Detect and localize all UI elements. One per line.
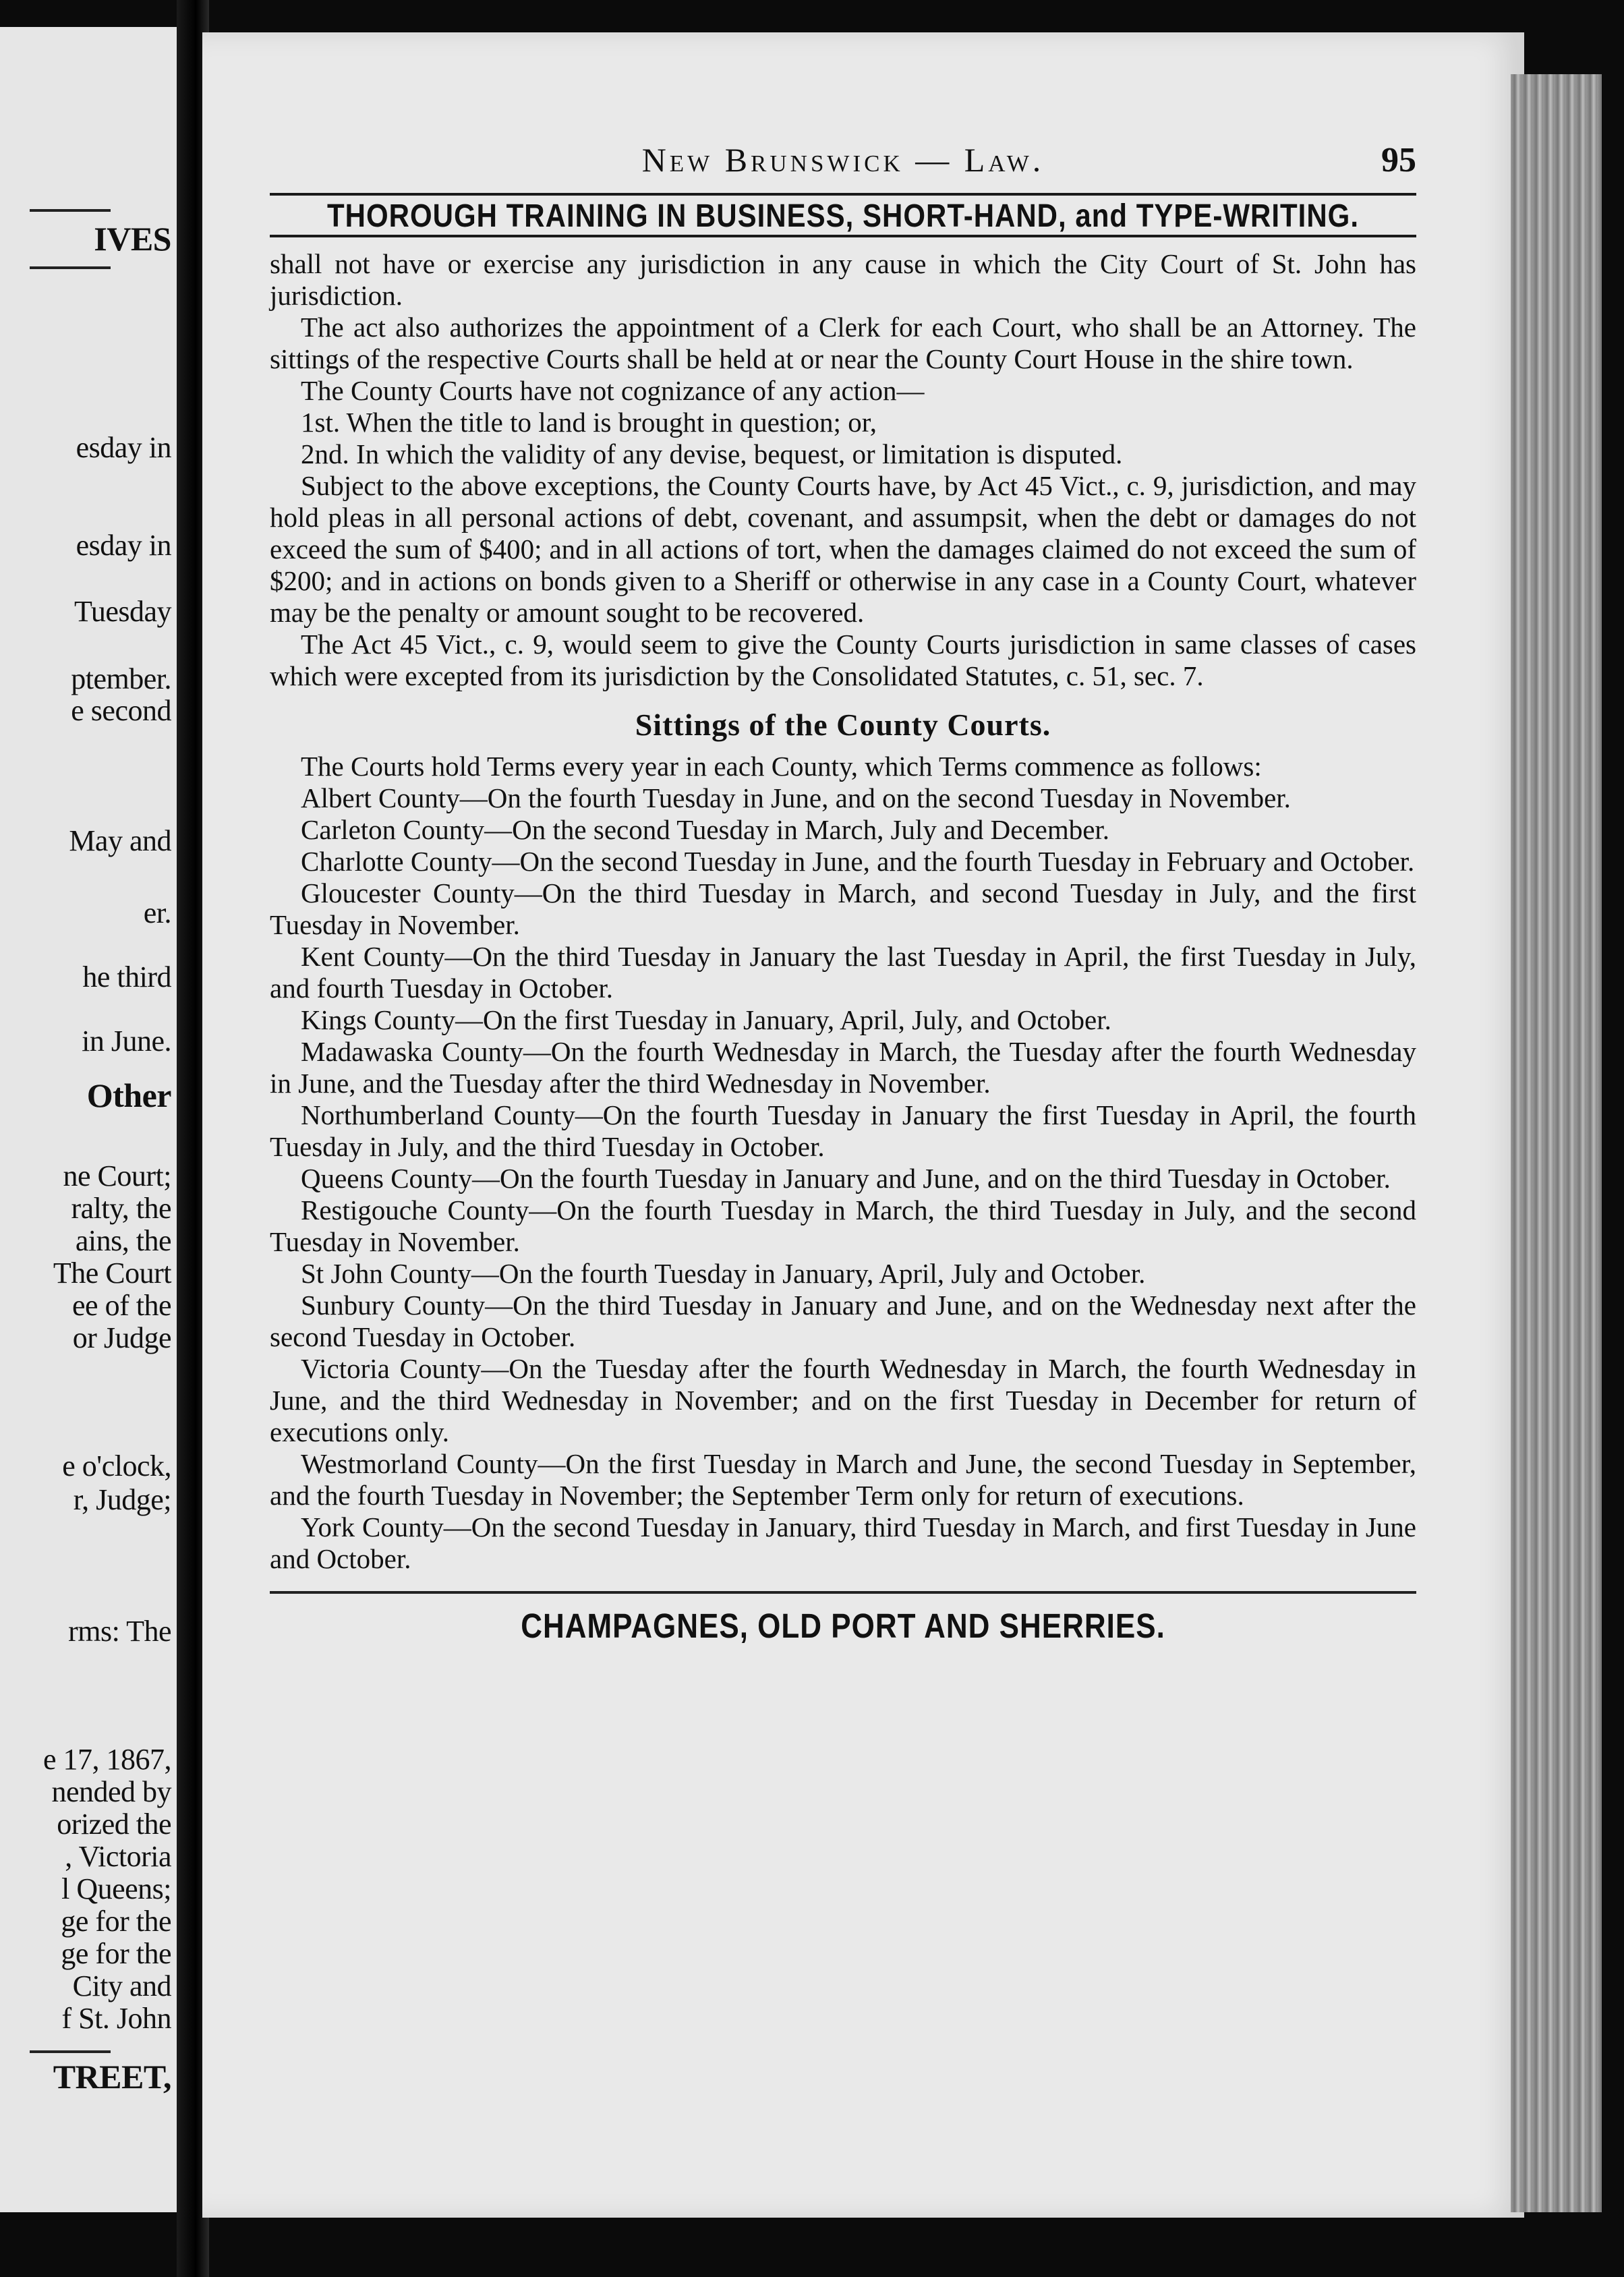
left-line: ge for the bbox=[61, 1905, 171, 1938]
left-footer-rule bbox=[30, 2050, 111, 2053]
book-page bbox=[202, 32, 1524, 2218]
left-line: City and bbox=[72, 1969, 171, 2002]
left-line: l Queens; bbox=[61, 1872, 171, 1905]
county-entry: Carleton County—On the second Tuesday in March, July and December. bbox=[301, 814, 1110, 845]
previous-page-fragment bbox=[0, 27, 177, 2212]
left-line: in June. bbox=[82, 1025, 171, 1058]
county-entry: Restigouche County—On the fourth Tuesday in March, the third Tuesday in July, and the second Tuesday in November. bbox=[270, 1194, 1416, 1257]
county-entry: Madawaska County—On the fourth Wednesday in March, the Tuesday after the fourth Wednesday in June, and the Tuesday after the third Wednesday in November. bbox=[270, 1036, 1416, 1099]
left-line: esday in bbox=[76, 529, 171, 562]
sittings-intro: The Courts hold Terms every year in each County, which Terms commence as follows: bbox=[301, 751, 1262, 782]
left-line: esday in bbox=[76, 431, 171, 464]
left-header-fragment: IVES bbox=[94, 220, 171, 258]
left-line: rms: The bbox=[68, 1615, 171, 1648]
page-number: 95 bbox=[1381, 141, 1416, 179]
left-heading-fragment: Other bbox=[86, 1076, 171, 1114]
county-entry: Sunbury County—On the third Tuesday in January and June, and on the Wednesday next after the second Tuesday in October. bbox=[270, 1290, 1416, 1352]
paragraph: The act also authorizes the appointment of a Clerk for each Court, who shall be an Attorney. The sittings of the respective Courts shall be held at or near the County Court House in the shire town. bbox=[270, 312, 1416, 374]
county-entry: Victoria County—On the Tuesday after the fourth Wednesday in March, the fourth Wednesday in June, and the third Wednesday in November; and on the first Tuesday in December for return of executions only. bbox=[270, 1353, 1416, 1447]
left-rule-bottom bbox=[30, 266, 111, 269]
county-entry: Gloucester County—On the third Tuesday in March, and second Tuesday in July, and the first Tuesday in November. bbox=[270, 877, 1416, 940]
county-entry: Kings County—On the first Tuesday in January, April, July, and October. bbox=[301, 1004, 1111, 1035]
body-text bbox=[270, 248, 1416, 1575]
running-head bbox=[270, 140, 1416, 193]
county-entry: Kent County—On the third Tuesday in January the last Tuesday in April, the first Tuesday in July, and fourth Tuesday in October. bbox=[270, 941, 1416, 1004]
left-line: orized the bbox=[57, 1808, 171, 1841]
left-line: e o'clock, bbox=[62, 1449, 171, 1482]
paragraph: The County Courts have not cognizance of any action— bbox=[301, 375, 925, 406]
left-line: May and bbox=[69, 824, 171, 857]
county-entry: Queens County—On the fourth Tuesday in January and June, and on the third Tuesday in October. bbox=[301, 1163, 1391, 1194]
list-item: 2nd. In which the validity of any devise, bequest, or limitation is disputed. bbox=[301, 438, 1123, 469]
left-line: r, Judge; bbox=[73, 1483, 171, 1516]
left-line: ptember. bbox=[71, 662, 171, 695]
paragraph: Subject to the above exceptions, the County Courts have, by Act 45 Vict., c. 9, jurisdiction, and may hold pleas in all personal actions of debt, covenant, and assumpsit, when the debt or damages do not exceed the sum of $400; and in all actions of tort, when the damages claimed do not exceed the sum of $200; and in actions on bonds given to a Sheriff or otherwise in any case in a County Court, whatever may be the penalty or amount sought to be recovered. bbox=[270, 470, 1416, 628]
header-rule bbox=[270, 193, 1416, 196]
page-block-edge bbox=[1511, 74, 1602, 2212]
paragraph: shall not have or exercise any jurisdiction in any cause in which the City Court of St. John has jurisdiction. bbox=[270, 248, 1416, 311]
banner-rule bbox=[270, 235, 1416, 237]
county-entry: St John County—On the fourth Tuesday in January, April, July and October. bbox=[301, 1258, 1146, 1289]
left-line: e 17, 1867, bbox=[42, 1743, 171, 1776]
footer-advertisement: CHAMPAGNES, OLD PORT AND SHERRIES. bbox=[521, 1607, 1165, 1646]
left-line: er. bbox=[143, 896, 171, 929]
left-line: f St. John bbox=[61, 2002, 171, 2035]
left-line: ains, the bbox=[75, 1224, 171, 1257]
county-entry: Northumberland County—On the fourth Tuesday in January the first Tuesday in April, the fourth Tuesday in July, and the third Tuesday in October. bbox=[270, 1099, 1416, 1162]
left-line: or Judge bbox=[72, 1321, 171, 1354]
running-head-title: New Brunswick — Law. bbox=[641, 141, 1045, 179]
left-line: ralty, the bbox=[71, 1192, 171, 1225]
page-content bbox=[270, 140, 1416, 1644]
footer-rule bbox=[270, 1591, 1416, 1594]
left-line: ge for the bbox=[61, 1937, 171, 1970]
county-entry: Albert County—On the fourth Tuesday in June, and on the second Tuesday in November. bbox=[301, 782, 1291, 813]
left-line: he third bbox=[82, 960, 171, 993]
section-title: Sittings of the County Courts. bbox=[635, 708, 1051, 742]
left-line: ee of the bbox=[72, 1289, 171, 1322]
advertising-banner: THOROUGH TRAINING IN BUSINESS, SHORT-HAND, and TYPE-WRITING. bbox=[326, 197, 1360, 234]
left-footer-fragment: TREET, bbox=[53, 2058, 171, 2096]
left-rule-top bbox=[30, 209, 111, 212]
left-line: e second bbox=[71, 694, 171, 727]
left-line: The Court bbox=[53, 1257, 171, 1290]
left-line: ne Court; bbox=[63, 1159, 171, 1192]
left-line: , Victoria bbox=[65, 1840, 171, 1873]
county-entry: Westmorland County—On the first Tuesday in March and June, the second Tuesday in September, and the fourth Tuesday in November; the September Term only for return of executions. bbox=[270, 1448, 1416, 1511]
county-entry: York County—On the second Tuesday in January, third Tuesday in March, and first Tuesday in June and October. bbox=[270, 1511, 1416, 1574]
list-item: 1st. When the title to land is brought in question; or, bbox=[301, 407, 877, 438]
left-line: nended by bbox=[51, 1775, 171, 1808]
left-line: Tuesday bbox=[74, 595, 171, 628]
county-entry: Charlotte County—On the second Tuesday in June, and the fourth Tuesday in February and October. bbox=[301, 846, 1415, 877]
paragraph: The Act 45 Vict., c. 9, would seem to give the County Courts jurisdiction in same classes of cases which were excepted from its jurisdiction by the Consolidated Statutes, c. 51, sec. 7. bbox=[270, 629, 1416, 691]
